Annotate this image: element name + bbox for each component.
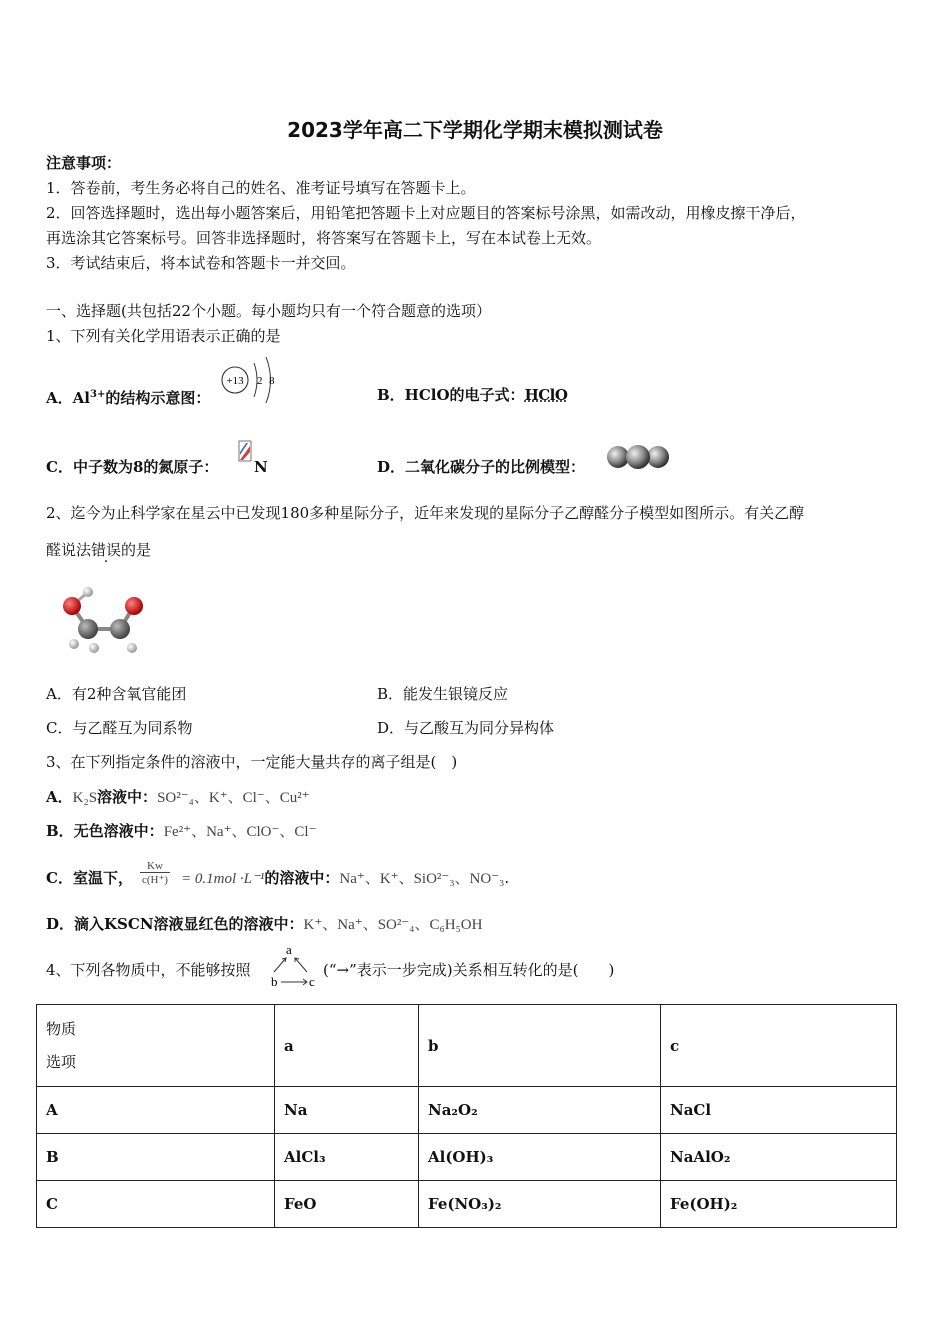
- nitrogen-symbol: N: [254, 458, 268, 476]
- row-b-b: Al(OH)₃: [419, 1134, 661, 1181]
- q2-option-d: D．与乙酸互为同分异构体: [377, 719, 555, 737]
- table-row: [37, 1181, 897, 1228]
- q3-d-ions: K⁺、Na⁺、SO²⁻₄、C₆H₅OH: [303, 917, 483, 933]
- notice-item-2: 2．回答选择题时，选出每小题答案后，用铅笔把答题卡上对应题目的答案标号涂黑，如需改动，用橡皮擦干净后，: [46, 204, 806, 222]
- notice-item-2-cont: 再选涂其它答案标号。回答非选择题时，将答案写在答题卡上，写在本试卷上无效。: [46, 229, 602, 247]
- row-c-c: Fe(OH)₂: [661, 1181, 897, 1228]
- shell-1-label: 2: [257, 375, 263, 387]
- hclo-electron-formula: HClO: [524, 386, 568, 404]
- q4-table: [36, 1004, 897, 1228]
- glycolaldehyde-molecule-model-icon: [58, 584, 153, 662]
- q3-c-mid: 的溶液中：: [264, 869, 340, 887]
- q1-d-label: D．二氧化碳分子的比例模型：: [377, 458, 586, 476]
- q3-a-mid: 溶液中：: [97, 788, 158, 806]
- q3-option-c: [46, 866, 133, 890]
- scheme-c: c: [309, 974, 315, 989]
- q3-a-label: A．: [46, 788, 73, 806]
- header-cell-c: c: [661, 1005, 897, 1087]
- kw-fraction: [140, 860, 170, 886]
- q2-stem-2c: 的是: [121, 541, 152, 559]
- q3-c-eq: = 0.1mol ·L⁻¹: [181, 871, 265, 887]
- q2-option-a: A．有2种含氧官能团: [46, 685, 187, 703]
- row-c-b: Fe(NO₃)₂: [419, 1181, 661, 1228]
- notice-heading: 注意事项：: [46, 154, 122, 172]
- q4-stem-a: 4、下列各物质中，不能够按照: [46, 961, 251, 979]
- table-header-row: [37, 1005, 897, 1087]
- row-a-c: NaCl: [661, 1087, 897, 1134]
- shell-2-label: 8: [269, 375, 275, 387]
- q1-option-c: [46, 455, 218, 479]
- q3-option-a: [46, 785, 310, 810]
- header-h2: 选项: [46, 1052, 77, 1071]
- q3-stem: 3、在下列指定条件的溶液中，一定能大量共存的离子组是( ): [46, 753, 458, 771]
- row-b-opt: B: [37, 1134, 275, 1181]
- q3-c-ions: Na⁺、K⁺、SiO²⁻₃、NO⁻₃: [339, 871, 505, 887]
- q2-stem-line-1: 2、迄今为止科学家在星云中已发现180多种星际分子，近年来发现的星际分子乙醇醛分子模型如图所示。有关乙醇: [46, 504, 805, 522]
- q2-emphasis-wrong: 错误: [91, 541, 122, 559]
- q1-option-d: [377, 455, 585, 479]
- row-c-a: FeO: [275, 1181, 419, 1228]
- exam-title: 2023学年高二下学期化学期末模拟测试卷: [287, 118, 663, 142]
- nucleus-label: +13: [226, 375, 244, 387]
- row-a-opt: A: [37, 1087, 275, 1134]
- table-row: [37, 1087, 897, 1134]
- row-b-a: AlCl₃: [275, 1134, 419, 1181]
- q3-c-rest: [181, 866, 509, 891]
- row-a-b: Na₂O₂: [419, 1087, 661, 1134]
- table-row: [37, 1134, 897, 1181]
- section-heading: 一、选择题(共包括22个小题。每小题均只有一个符合题意的选项）: [46, 302, 491, 320]
- atom-structure-diagram-icon: [218, 355, 280, 405]
- q2-option-b: B．能发生银镜反应: [377, 685, 509, 703]
- notice-item-3: 3．考试结束后，将本试卷和答题卡一并交回。: [46, 254, 356, 272]
- q3-c-end: .: [504, 869, 510, 887]
- header-cell-a: a: [275, 1005, 419, 1087]
- notice-item-1: 1．答卷前，考生务必将自己的姓名、准考证号填写在答题卡上。: [46, 179, 476, 197]
- q1-a-charge: 3+: [89, 389, 106, 400]
- q3-d-label: D．滴入KSCN溶液显红色的溶液中：: [46, 915, 304, 933]
- q1-a-ion: Al: [72, 389, 90, 407]
- kw-numerator: Kw: [140, 860, 170, 873]
- co2-space-filling-model-icon: [605, 443, 671, 471]
- isotope-notation-icon: [238, 440, 254, 464]
- q2-stem-2a: 醛说法: [46, 541, 92, 559]
- q3-c-label: C．室温下，: [46, 869, 133, 887]
- notice-block: [46, 151, 906, 276]
- scheme-a: a: [286, 942, 292, 957]
- q3-b-ions: Fe²⁺、Na⁺、ClO⁻、Cl⁻: [163, 824, 317, 840]
- q1-option-a: [46, 383, 210, 410]
- abc-conversion-scheme-icon: [269, 940, 321, 990]
- header-h1: 物质: [46, 1019, 77, 1038]
- header-cell-option: [37, 1005, 275, 1087]
- q3-option-d: [46, 912, 482, 937]
- q1-stem: 1、下列有关化学用语表示正确的是: [46, 327, 281, 345]
- q1-option-b: [377, 383, 567, 407]
- kw-denominator: c(H⁺): [142, 874, 168, 886]
- q3-a-cond: K₂S: [72, 790, 98, 806]
- q2-stem-line-2: [46, 538, 151, 562]
- q1-c-label: C．中子数为8的氮原子：: [46, 458, 219, 476]
- header-cell-b: b: [419, 1005, 661, 1087]
- row-c-opt: C: [37, 1181, 275, 1228]
- q1-a-desc: 的结构示意图：: [105, 389, 211, 407]
- q3-b-label: B．无色溶液中：: [46, 822, 164, 840]
- q1-b-label: B．HClO的电子式：: [377, 386, 525, 404]
- scheme-b: b: [271, 974, 278, 989]
- q3-option-b: [46, 819, 317, 844]
- row-b-c: NaAlO₂: [661, 1134, 897, 1181]
- q1-a-label: A．: [46, 389, 73, 407]
- q2-option-c: C．与乙醛互为同系物: [46, 719, 193, 737]
- q4-stem-b: (“→”表示一步完成)关系相互转化的是( ): [323, 961, 615, 979]
- row-a-a: Na: [275, 1087, 419, 1134]
- q3-a-ions: SO²⁻₄、K⁺、Cl⁻、Cu²⁺: [157, 790, 310, 806]
